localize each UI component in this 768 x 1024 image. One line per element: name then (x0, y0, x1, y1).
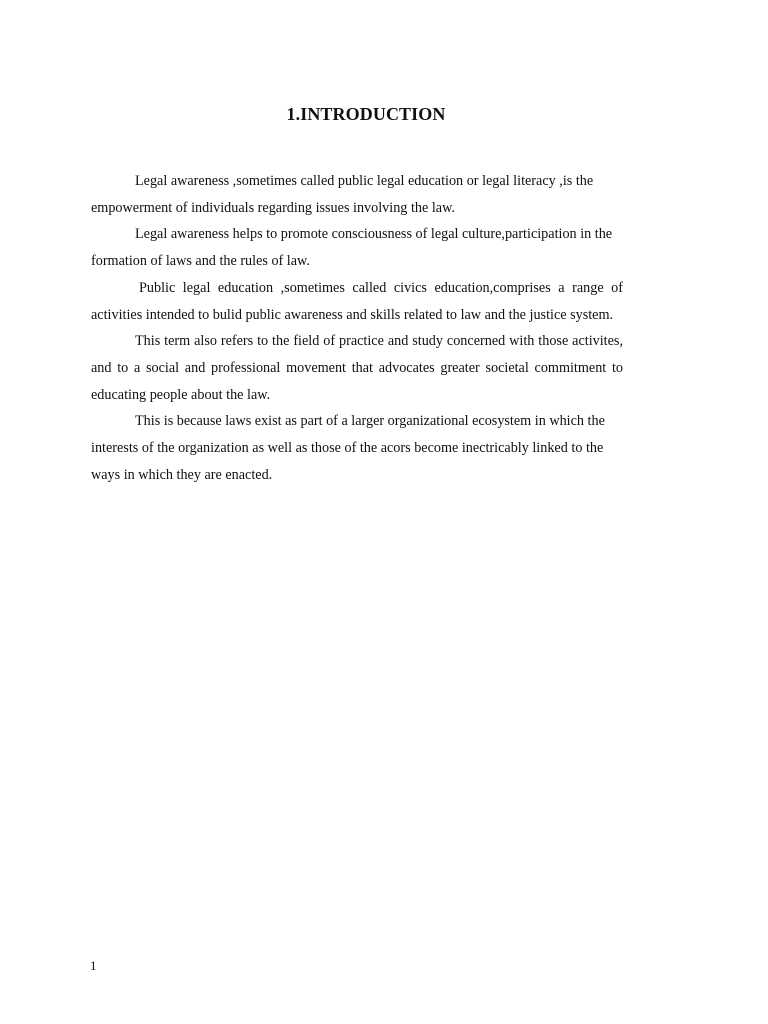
paragraph-field-of-practice: This term also refers to the field of practice and study concerned with those activites, and to a social and professional movement that advocates greater societal commitment to educating people about the law. (91, 333, 623, 403)
body-text (91, 168, 623, 488)
page-number: 1 (90, 958, 97, 973)
section-heading: 1.INTRODUCTION (286, 104, 446, 124)
paragraph-legal-awareness-benefits: Legal awareness helps to promote consciousness of legal culture,participation in the formation of laws and the rules of law. (91, 226, 613, 270)
paragraph-public-legal-education: Public legal education ,sometimes called civics education,comprises a range of activities intended to bulid public awareness and skills related to law and the justice system. (91, 279, 623, 323)
paragraph-legal-awareness-definition: Legal awareness ,sometimes called public legal education or legal literacy ,is the empowerment of individuals regarding issues involving the law. (91, 173, 594, 216)
paragraph-organizational-ecosystem: This is because laws exist as part of a larger organizational ecosystem in which the interests of the organization as well as those of the acors become inectricably linked to the ways in which they are enacted. (91, 413, 605, 483)
